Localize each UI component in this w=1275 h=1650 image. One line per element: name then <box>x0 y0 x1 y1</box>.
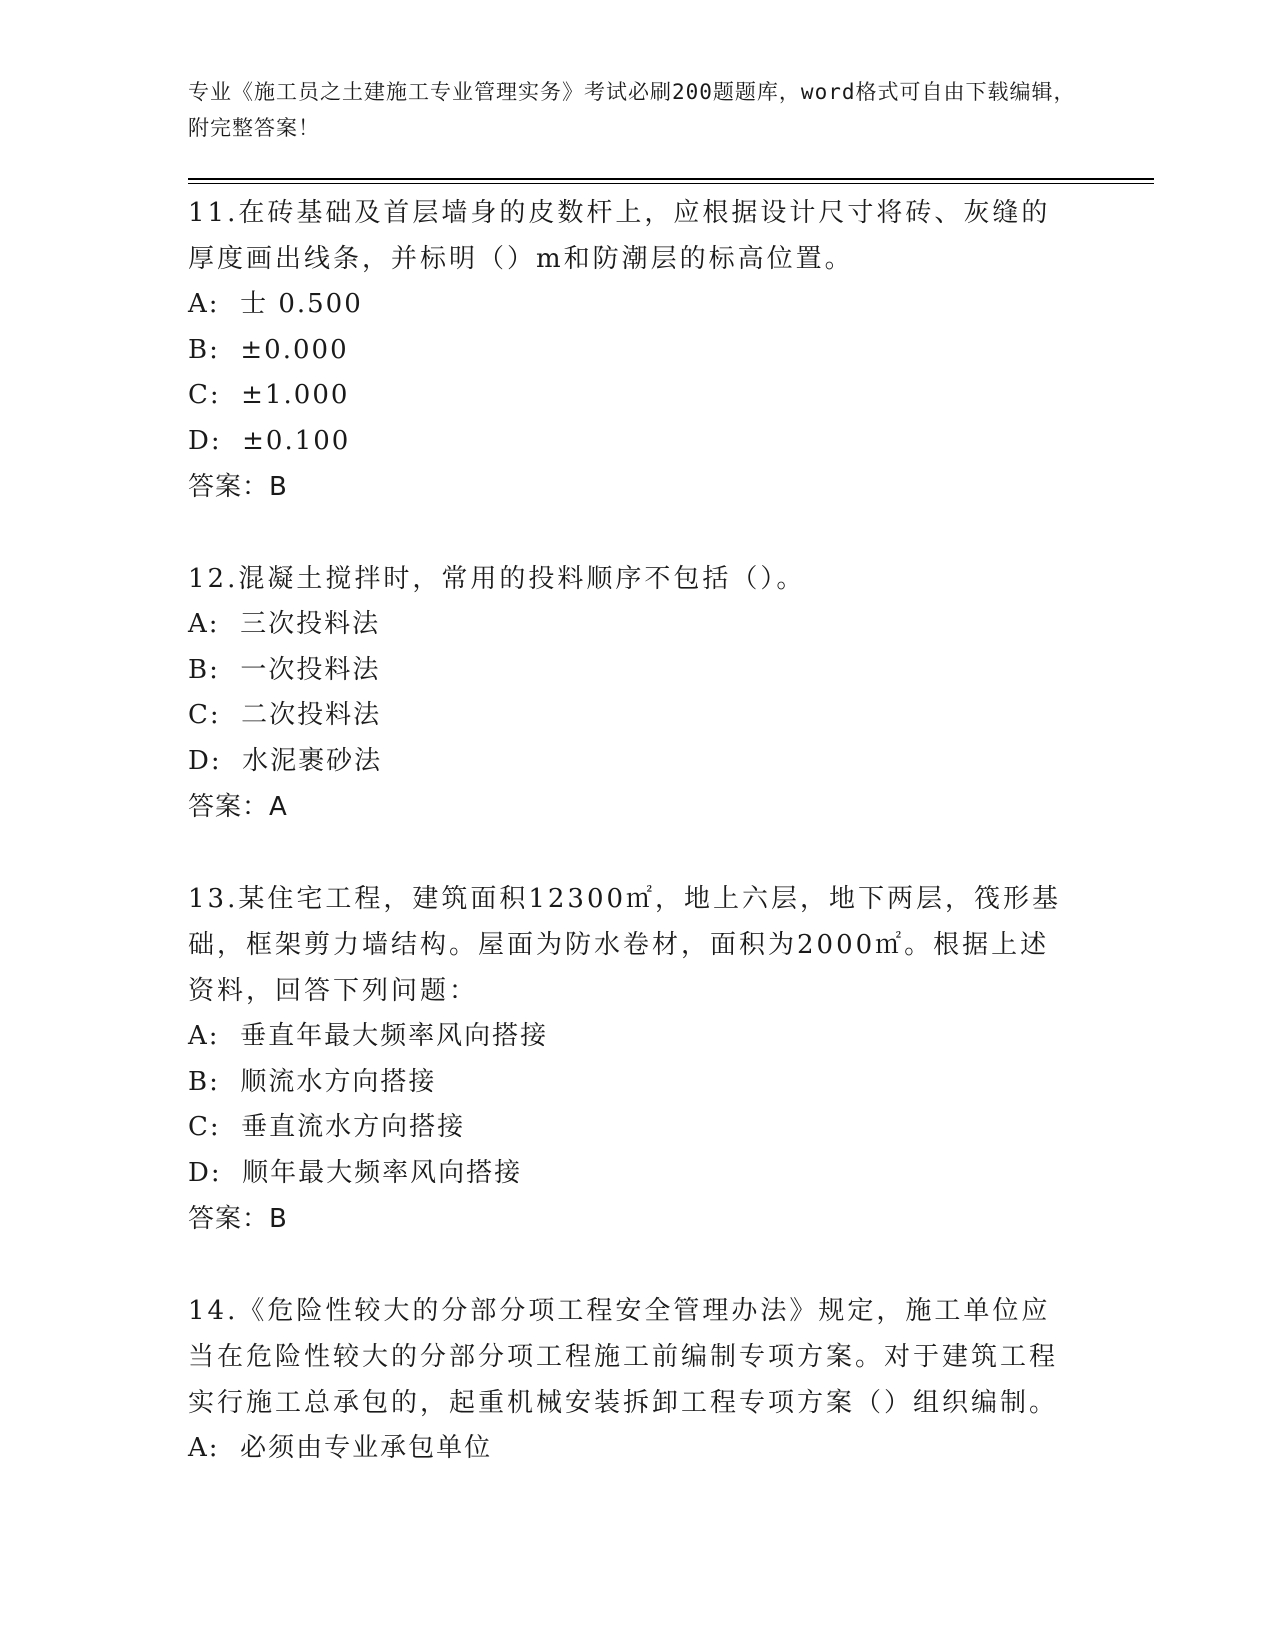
option-c: C: 垂直流水方向搭接 <box>188 1112 466 1142</box>
question-11 <box>188 190 1088 510</box>
question-list <box>188 190 1088 1472</box>
question-12 <box>188 556 1088 830</box>
question-14 <box>188 1288 1088 1472</box>
question-stem: 13.某住宅工程，建筑面积12300㎡，地上六层，地下两层，筏形基础，框架剪力墙结构。屋面为防水卷材，面积为2000㎡。根据上述资料，回答下列问题： <box>188 884 1062 1006</box>
option-d: D: 水泥裹砂法 <box>188 745 383 776</box>
option-b: B: 顺流水方向搭接 <box>188 1066 437 1097</box>
spacer <box>188 1242 1088 1288</box>
option-a: A: 三次投料法 <box>188 609 381 639</box>
option-d: D: 顺年最大频率风向搭接 <box>188 1157 523 1188</box>
question-13 <box>188 876 1088 1242</box>
option-a: A: 必须由专业承包单位 <box>188 1433 493 1463</box>
header-rule-thin <box>188 183 1154 184</box>
option-c: C: 二次投料法 <box>188 700 382 730</box>
option-c: C: ±1.000 <box>188 380 350 410</box>
document-intro: 专业《施工员之土建施工专业管理实务》考试必刷200题题库，word格式可自由下载编辑，附完整答案！ <box>188 80 1076 140</box>
option-b: B: 一次投料法 <box>188 654 381 685</box>
header-rule-thick <box>188 178 1154 180</box>
question-stem: 11.在砖基础及首层墙身的皮数杆上，应根据设计尺寸将砖、灰缝的厚度画出线条，并标明（）m和防潮层的标高位置。 <box>188 198 1051 274</box>
answer-line: 答案：B <box>188 472 288 502</box>
answer-line: 答案：B <box>188 1204 288 1234</box>
question-stem: 12.混凝土搅拌时，常用的投料顺序不包括（）。 <box>188 564 806 594</box>
option-a: A: 垂直年最大频率风向搭接 <box>188 1021 549 1051</box>
option-b: B: ±0.000 <box>188 334 349 365</box>
question-stem: 14.《危险性较大的分部分项工程安全管理办法》规定，施工单位应当在危险性较大的分部分项工程施工前编制专项方案。对于建筑工程实行施工总承包的，起重机械安装拆卸工程专项方案（）组织编制。 <box>188 1296 1059 1418</box>
option-d: D: ±0.100 <box>188 425 351 456</box>
option-a: A: 士 0.500 <box>188 289 363 319</box>
spacer <box>188 510 1088 556</box>
spacer <box>188 830 1088 876</box>
answer-line: 答案：A <box>188 792 288 822</box>
